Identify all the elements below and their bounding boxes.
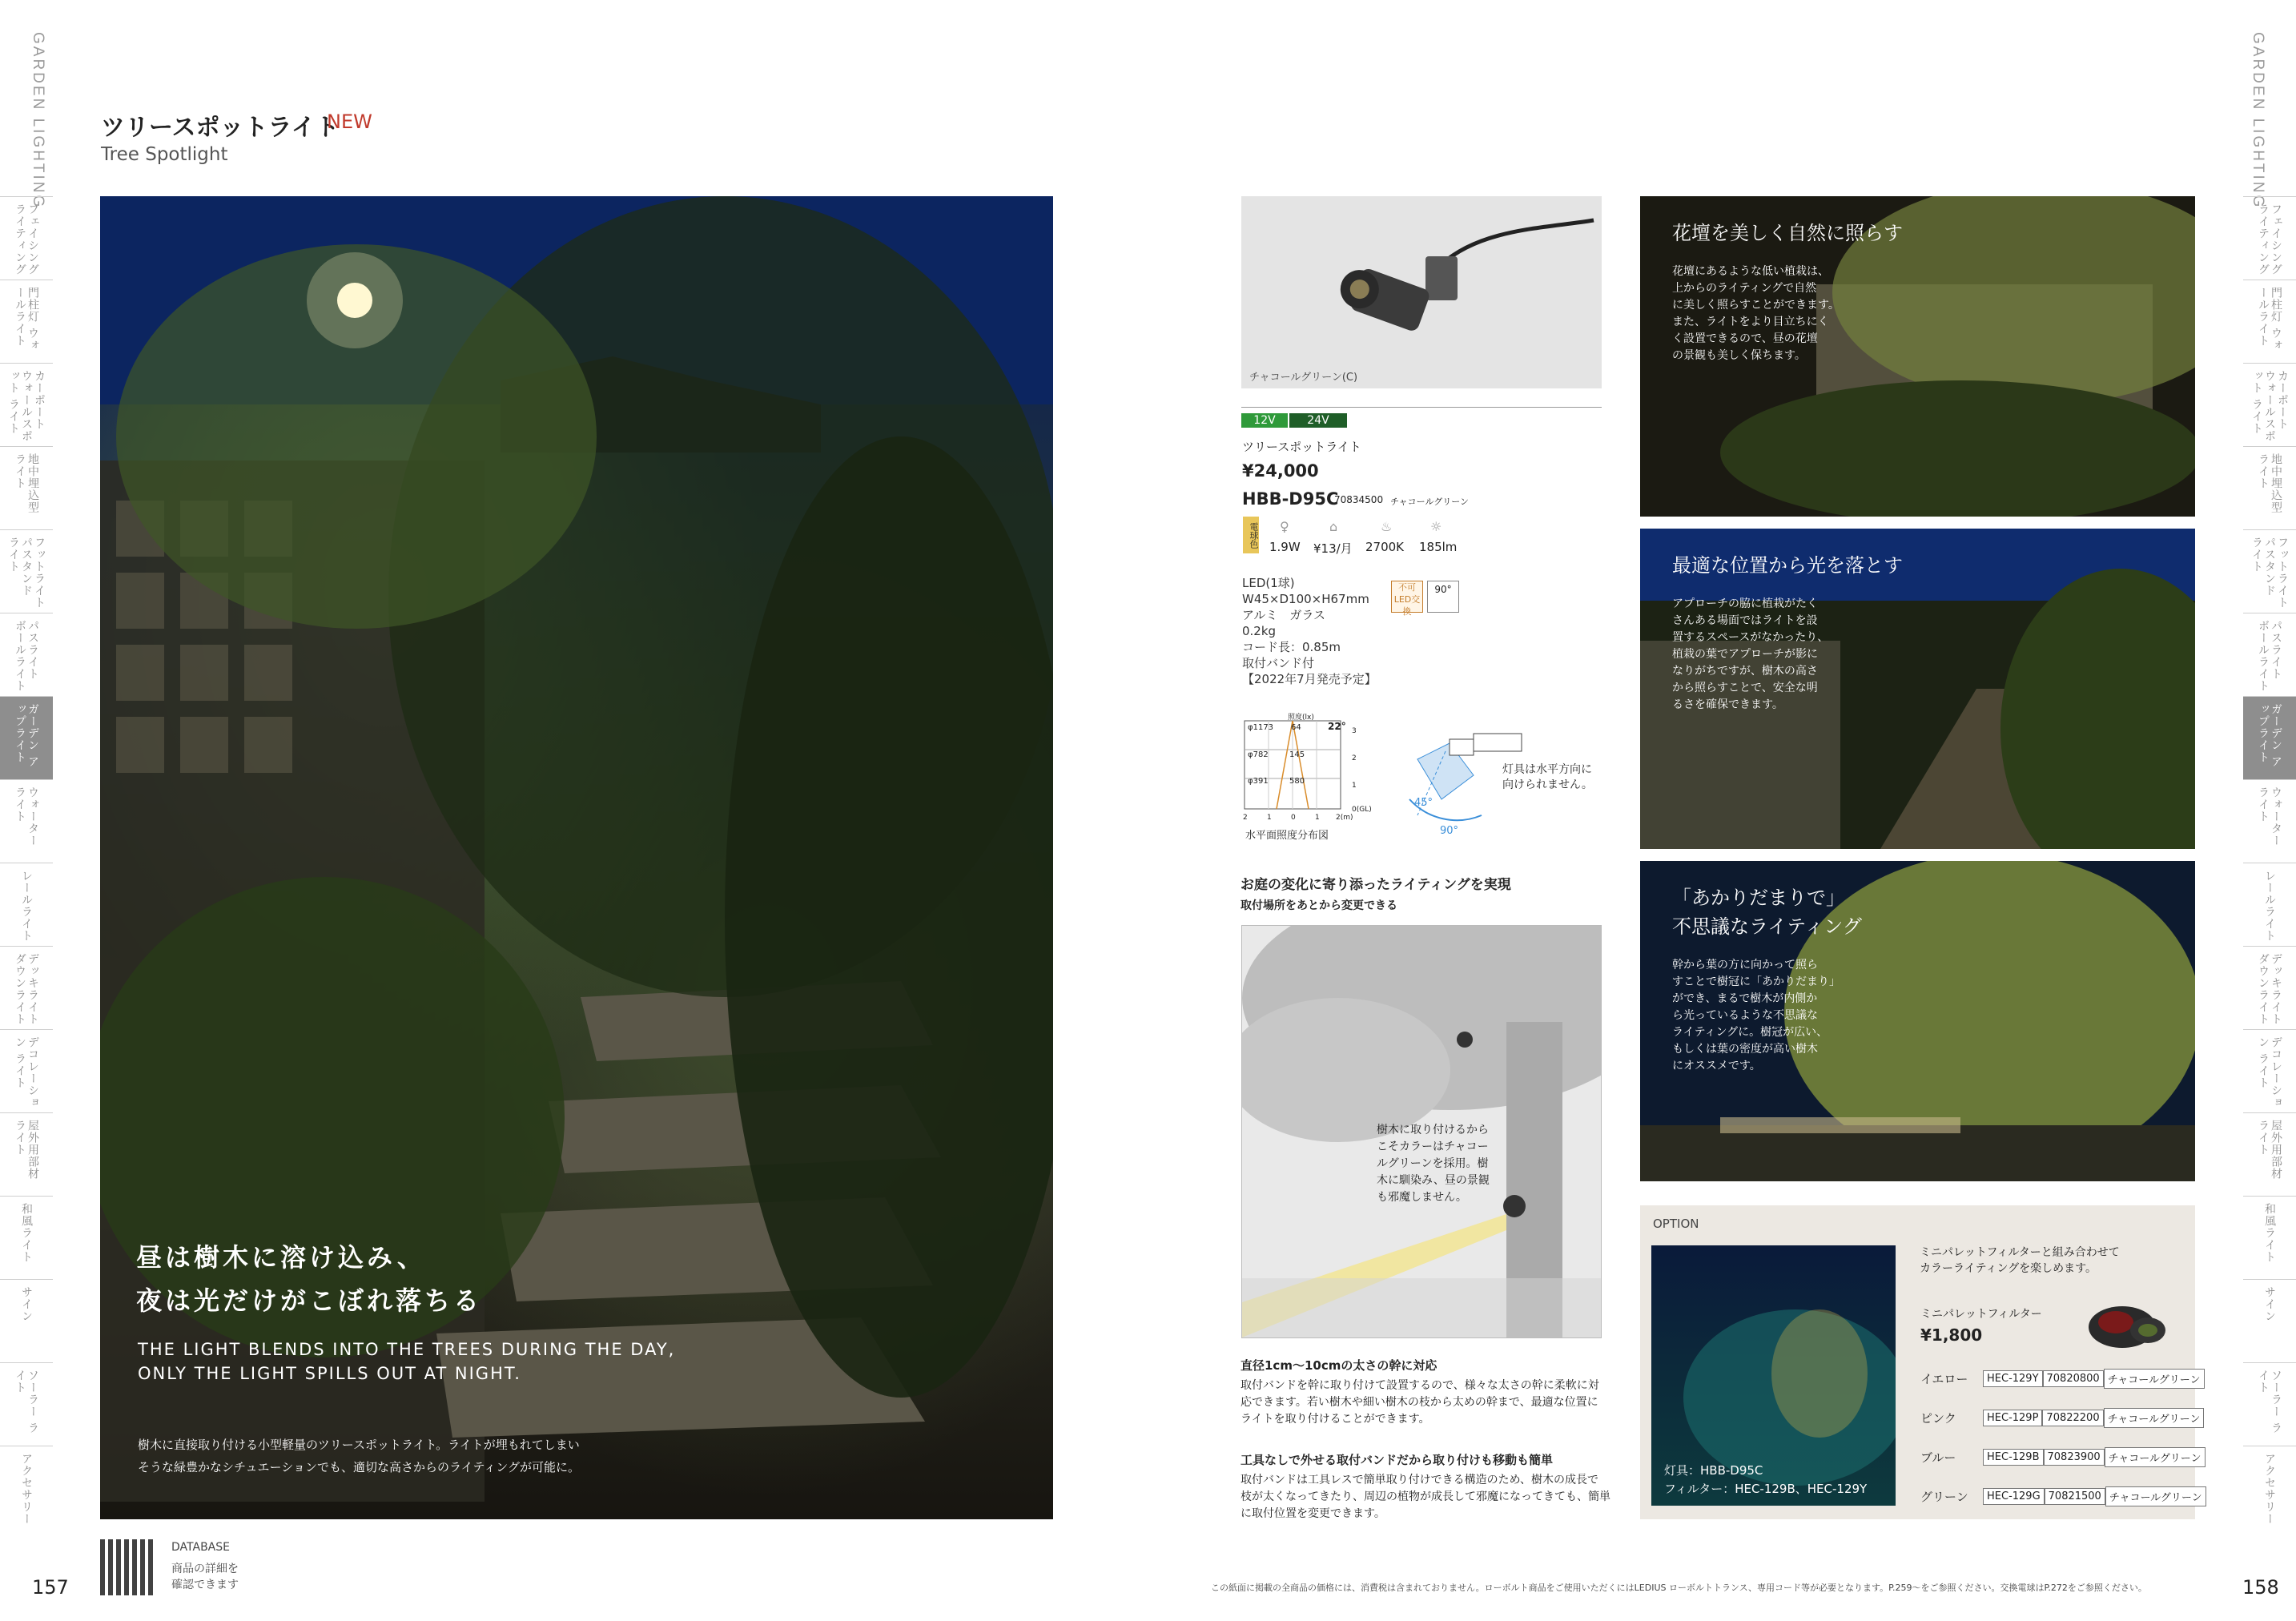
feature-callout <box>1377 1122 1490 1206</box>
index-tab-label: レールライト <box>20 870 33 942</box>
angle-45-label: 45° <box>1414 797 1433 809</box>
index-tab[interactable] <box>2243 363 2296 446</box>
scene-text-line: ら光っているような不思議な <box>1672 1009 1818 1022</box>
index-tab-label: カーポート ウォールスポット ライト <box>7 370 46 442</box>
scene-text-line: さんある場面ではライトを設 <box>1672 614 1818 627</box>
dist-caption: 水平面照度分布図 <box>1245 830 1329 842</box>
sec1-line: 取付バンドを幹に取り付けて設置するので、様々な太さの幹に柔軟に対 <box>1240 1379 1599 1392</box>
index-tab-label: 門柱灯 ウォールライト <box>14 287 39 352</box>
index-tab-label: 地中埋込型 ライト <box>14 453 39 513</box>
index-tab-label: ガーデン アップライト <box>2257 703 2282 768</box>
filter-illustration <box>2082 1295 2170 1351</box>
index-tab[interactable] <box>2243 863 2296 946</box>
database-line-1: 商品の詳細を <box>171 1563 239 1575</box>
volt-24-badge: 24V <box>1289 413 1347 428</box>
scene-text-line: また、ライトをより目立ちにく <box>1672 316 1829 328</box>
index-tab-label: デッキライト ダウンライト <box>14 953 39 1025</box>
index-tab-label: 屋外用部材 ライト <box>14 1120 39 1180</box>
index-tab[interactable] <box>0 696 53 779</box>
sec2-line: に取付位置を変更できます。 <box>1240 1507 1385 1520</box>
option-caption-2: フィルター：HEC-129B、HEC-129Y <box>1664 1482 1868 1496</box>
index-tab-label: サイン <box>20 1286 33 1322</box>
index-tab[interactable] <box>2243 1196 2296 1279</box>
index-tab[interactable] <box>0 1279 53 1362</box>
scene-text-line: 花壇にあるような低い植栽は、 <box>1672 265 1829 278</box>
scene-title-line: 不思議なライティング <box>1672 915 1862 938</box>
index-tab[interactable] <box>0 779 53 863</box>
ytick-1: 1 <box>1352 782 1357 790</box>
scene-text-line: ライティングに。樹冠が広い、 <box>1672 1026 1828 1039</box>
hero-desc-2: そうな緑豊かなシチュエーションでも、適切な高さからのライティングが可能に。 <box>138 1460 581 1474</box>
index-tab[interactable] <box>2243 1279 2296 1362</box>
scene-text-line: アプローチの脇に植栽がたく <box>1672 597 1818 610</box>
filter-code: 70821500 <box>2045 1488 2105 1505</box>
database-title: DATABASE <box>171 1541 230 1554</box>
index-tabs-right <box>2243 196 2296 1529</box>
option-caption-1: 灯具：HBB-D95C <box>1664 1463 1763 1478</box>
option-panel <box>1640 1205 2202 1519</box>
feature-title: お庭の変化に寄り添ったライティングを実現 <box>1240 877 1511 893</box>
scene-text <box>1672 957 1840 1075</box>
lumen-icon: ☼ <box>1430 519 1442 534</box>
filter-model: HEC-129B <box>1983 1449 2044 1466</box>
rotate-note-2: 向けられません。 <box>1502 778 1593 791</box>
spec-line: 【2022年7月発売予定】 <box>1242 672 1377 686</box>
index-tab-label: ソーラー ライト <box>14 1370 39 1434</box>
scene-photo-flowerbed <box>1640 196 2195 517</box>
index-tab[interactable] <box>2243 1029 2296 1112</box>
callout-line: 樹木に取り付けるから <box>1377 1124 1489 1136</box>
dist-row-3-lx: 580 <box>1289 777 1305 786</box>
xtick-2: 1 <box>1267 814 1272 822</box>
index-tab-label: 和風ライト <box>2263 1203 2276 1263</box>
scene-text-line: にオススメです。 <box>1672 1060 1761 1072</box>
product-color: チャコールグリーン <box>1390 497 1470 507</box>
callout-line: ルグリーンを採用。樹 <box>1377 1157 1489 1170</box>
footer-note: この紙面に掲載の全商品の価格には、消費税は含まれておりません。ローボルト商品をご使用いただくにはLEDIUS ローボルトトランス、専用コード等が必要となります。P.259～をご参照ください。交換電球はP.272をご参照ください。 <box>1211 1583 2147 1593</box>
filter-row <box>1920 1359 2206 1398</box>
index-tab[interactable] <box>2243 280 2296 363</box>
spec-line: LED(1球) <box>1242 576 1295 590</box>
scene-text-line: 置するスペースがなかったり、 <box>1672 631 1829 644</box>
beam-angle: 22° <box>1328 721 1346 732</box>
index-tab[interactable] <box>2243 779 2296 863</box>
index-tab[interactable] <box>2243 613 2296 696</box>
scene-text-line: ができ、まるで樹木が内側か <box>1672 992 1818 1005</box>
scene-title <box>1672 551 1903 580</box>
option-label: OPTION <box>1653 1217 1699 1231</box>
spec-line: コード長：0.85m <box>1242 640 1341 654</box>
index-tab[interactable] <box>0 863 53 946</box>
product-price: ¥24,000 <box>1242 461 1319 481</box>
index-tab[interactable] <box>2243 446 2296 529</box>
filter-price: ¥1,800 <box>1920 1325 1983 1345</box>
filter-table <box>1920 1359 2206 1516</box>
sec1-title: 直径1cm～10cmの太さの幹に対応 <box>1240 1358 1438 1373</box>
index-tab[interactable] <box>0 446 53 529</box>
index-tab[interactable] <box>2243 696 2296 779</box>
index-tab-label: パスライト ボールライト <box>14 620 39 692</box>
index-tab-label: ウォーター ライト <box>14 786 39 847</box>
filter-row <box>1920 1398 2206 1438</box>
new-badge: NEW <box>327 111 372 133</box>
spec-list <box>1242 575 1377 687</box>
feature-subtitle: 取付場所をあとから変更できる <box>1240 899 1397 912</box>
volt-12-badge: 12V <box>1241 413 1288 428</box>
xtick-1: 2 <box>1243 814 1248 822</box>
index-tab-label: アクセサリー <box>20 1453 33 1525</box>
scene-title-line: 「あかりだまりで」 <box>1672 887 1845 909</box>
page-title: ツリースポットライト <box>101 114 340 142</box>
sec2-line: 枝が太くなってきたり、周辺の植物が成長して邪魔になってきても、簡単 <box>1240 1490 1610 1503</box>
index-tab[interactable] <box>0 1446 53 1529</box>
product-name: ツリースポットライト <box>1242 440 1361 454</box>
dist-row-2-lx: 145 <box>1289 750 1305 759</box>
option-lead-1: ミニパレットフィルターと組み合わせて <box>1920 1246 2120 1259</box>
filter-color: ピンク <box>1920 1411 1956 1426</box>
index-tab[interactable] <box>0 1029 53 1112</box>
index-tab[interactable] <box>0 1362 53 1446</box>
spotlight-illustration <box>1241 196 1602 388</box>
ytick-2: 2 <box>1352 754 1357 762</box>
scene-text-line: 幹から葉の方に向かって照ら <box>1672 959 1818 971</box>
index-tab[interactable] <box>0 280 53 363</box>
scene-text-line: の景観も美しく保ちます。 <box>1672 349 1806 362</box>
product-model: HBB-D95C <box>1242 489 1339 509</box>
scene-text-line: すことで樹冠に「あかりだまり」 <box>1672 975 1840 988</box>
angle-90-label: 90° <box>1440 825 1459 837</box>
index-tab-label: ガーデン アップライト <box>14 703 39 768</box>
index-tab-label: フットライト パスタンド ライト <box>2250 537 2289 609</box>
sec2-text <box>1240 1472 1610 1522</box>
spec-line: W45×D100×H67mm <box>1242 592 1369 606</box>
index-tabs-left <box>0 196 53 1529</box>
filter-row <box>1920 1438 2206 1477</box>
filter-model: HEC-129P <box>1983 1410 2042 1426</box>
xtick-4: 1 <box>1315 814 1320 822</box>
power-icon: ♀ <box>1280 519 1289 534</box>
scene-title-line: 花壇を美しく自然に照らす <box>1672 222 1903 244</box>
dist-header: 照度(lx) <box>1288 714 1314 722</box>
filter-finish: チャコールグリーン <box>2105 1447 2206 1467</box>
sec1-line: 応できます。若い樹木や細い樹木の枝から太めの幹まで、最適な位置に <box>1240 1396 1598 1409</box>
sec2-line: 取付バンドは工具レスで簡単取り付けできる構造のため、樹木の成長で <box>1240 1474 1599 1486</box>
filter-color: ブルー <box>1920 1450 1956 1465</box>
xtick-3: 0 <box>1291 814 1296 822</box>
hero-headline-2: 夜は光だけがこぼれ落ちる <box>136 1285 483 1316</box>
index-tab-label: デッキライト ダウンライト <box>2257 953 2282 1025</box>
spec-line: 取付バンド付 <box>1242 656 1315 670</box>
scene-title <box>1672 219 1903 247</box>
sec1-line: ライトを取り付けることができます。 <box>1240 1413 1430 1426</box>
index-tab[interactable] <box>2243 1446 2296 1529</box>
index-tab-label: フットライト パスタンド ライト <box>7 537 46 609</box>
index-tab[interactable] <box>0 1196 53 1279</box>
ytick-0: 0(GL) <box>1352 806 1372 814</box>
filter-model: HEC-129G <box>1983 1488 2045 1505</box>
index-tab-label: レールライト <box>2263 870 2276 942</box>
sec2-title: 工具なしで外せる取付バンドだから取り付けも移動も簡単 <box>1240 1453 1554 1467</box>
index-tab-label: サイン <box>2263 1286 2276 1322</box>
index-tab-label: 屋外用部材 ライト <box>2257 1120 2282 1180</box>
page-number-right: 158 <box>2242 1576 2279 1599</box>
index-tab[interactable] <box>0 1112 53 1196</box>
option-photo <box>1651 1245 1896 1506</box>
filter-color: グリーン <box>1920 1490 1968 1504</box>
filter-finish: チャコールグリーン <box>2104 1369 2205 1389</box>
filter-model: HEC-129Y <box>1983 1370 2043 1387</box>
index-tab[interactable] <box>0 946 53 1029</box>
index-tab[interactable] <box>0 196 53 280</box>
index-tab-label: 門柱灯 ウォールライト <box>2257 287 2282 352</box>
product-image <box>1241 196 1602 388</box>
page-number-left: 157 <box>32 1576 69 1599</box>
index-tab-label: デコレーション ライト <box>14 1036 39 1108</box>
index-tab[interactable] <box>2243 946 2296 1029</box>
angle-icon: 90° <box>1427 581 1459 613</box>
side-label-left: GARDEN LIGHTING <box>30 32 46 210</box>
dist-row-1-d: φ1173 <box>1248 723 1274 732</box>
ytick-3: 3 <box>1352 727 1357 735</box>
page-subtitle: Tree Spotlight <box>101 144 228 165</box>
database-line-2: 確認できます <box>171 1579 239 1591</box>
led-replace-icon: 不可 LED交換 <box>1391 581 1423 613</box>
scene-text-line: 植栽の葉でアプローチが影に <box>1672 648 1818 661</box>
scene-title-line: 最適な位置から光を落とす <box>1672 554 1903 577</box>
dist-row-3-d: φ391 <box>1248 777 1269 786</box>
callout-line: こそカラーはチャコー <box>1377 1140 1489 1153</box>
scene-text <box>1672 596 1828 714</box>
divider <box>1241 407 1602 408</box>
callout-line: も邪魔しません。 <box>1377 1191 1467 1204</box>
filter-finish: チャコールグリーン <box>2105 1486 2206 1506</box>
temp-icon: ♨ <box>1381 519 1393 534</box>
hero-photo <box>100 196 1053 1519</box>
filter-row <box>1920 1477 2206 1516</box>
hero-headline-1: 昼は樹木に溶け込み、 <box>136 1242 426 1273</box>
option-lead-2: カラーライティングを楽しめます。 <box>1920 1262 2097 1275</box>
filter-finish: チャコールグリーン <box>2104 1408 2205 1428</box>
spec-line: 0.2kg <box>1242 624 1277 638</box>
scene-photo-tree <box>1640 861 2195 1181</box>
filter-code: 70823900 <box>2044 1449 2105 1466</box>
index-tab-label: 和風ライト <box>20 1203 33 1263</box>
rotate-note-1: 灯具は水平方向に <box>1502 763 1592 776</box>
hero-en-2: ONLY THE LIGHT SPILLS OUT AT NIGHT. <box>138 1364 521 1383</box>
cost-value: ¥13/月 <box>1313 541 1353 556</box>
xtick-5: 2(m) <box>1336 814 1353 822</box>
dist-row-1-lx: 64 <box>1291 723 1301 732</box>
scene-text-line: なりがちですが、樹木の高さ <box>1672 665 1818 678</box>
scene-text-line: く設置できるので、昼の花壇 <box>1672 332 1818 345</box>
power-value: 1.9W <box>1269 540 1301 554</box>
index-tab[interactable] <box>0 529 53 613</box>
index-tab-label: カーポート ウォールスポット ライト <box>2250 370 2289 442</box>
index-tab-label: フェイシング ライティング <box>2257 203 2282 276</box>
hero-desc-1: 樹木に直接取り付ける小型軽量のツリースポットライト。ライトが埋もれてしまい <box>138 1438 580 1452</box>
hero-en-1: THE LIGHT BLENDS INTO THE TREES DURING THE DAY, <box>138 1340 676 1359</box>
scene-text-line: に美しく照らすことができます。 <box>1672 299 1840 312</box>
scene-text-line: 上からのライティングで自然 <box>1672 282 1817 295</box>
feature-illustration <box>1241 925 1602 1338</box>
qr-code[interactable] <box>100 1539 156 1595</box>
scene-text-line: から照らすことで、安全な明 <box>1672 682 1818 694</box>
index-tab[interactable] <box>2243 1112 2296 1196</box>
filter-color: イエロー <box>1920 1372 1968 1386</box>
scene-title <box>1672 883 1862 941</box>
product-code: 70834500 <box>1334 494 1384 505</box>
temp-value: 2700K <box>1365 540 1405 554</box>
filter-name: ミニパレットフィルター <box>1920 1308 2042 1321</box>
index-tab-label: パスライト ボールライト <box>2257 620 2282 692</box>
index-tab[interactable] <box>0 363 53 446</box>
spec-line: アルミ ガラス <box>1242 608 1325 622</box>
filter-code: 70820800 <box>2043 1370 2104 1387</box>
index-tab-label: フェイシング ライティング <box>14 203 39 276</box>
hero-scene-illustration <box>100 196 1053 1519</box>
scene-text-line: もしくは葉の密度が高い樹木 <box>1672 1043 1818 1056</box>
dist-row-2-d: φ782 <box>1248 750 1269 759</box>
index-tab-label: ソーラー ライト <box>2257 1370 2282 1434</box>
sec1-text <box>1240 1378 1599 1428</box>
index-tab[interactable] <box>2243 529 2296 613</box>
side-label-right: GARDEN LIGHTING <box>2250 32 2266 210</box>
index-tab[interactable] <box>0 613 53 696</box>
scene-photo-approach <box>1640 529 2195 849</box>
index-tab-label: デコレーション ライト <box>2257 1036 2282 1108</box>
cost-icon: ⌂ <box>1329 519 1338 534</box>
color-caption: チャコールグリーン(C) <box>1249 372 1358 384</box>
bulb-color-badge: 電球色 <box>1243 517 1259 553</box>
scene-text-line: るさを確保できます。 <box>1672 698 1783 711</box>
lumen-value: 185lm <box>1419 540 1458 554</box>
index-tab-label: 地中埋込型 ライト <box>2257 453 2282 513</box>
index-tab-label: ウォーター ライト <box>2257 786 2282 847</box>
callout-line: 木に馴染み、昼の景観 <box>1377 1174 1490 1187</box>
index-tab[interactable] <box>2243 1362 2296 1446</box>
scene-text <box>1672 263 1840 364</box>
index-tab[interactable] <box>2243 196 2296 280</box>
filter-code: 70822200 <box>2042 1410 2103 1426</box>
index-tab-label: アクセサリー <box>2263 1453 2276 1525</box>
